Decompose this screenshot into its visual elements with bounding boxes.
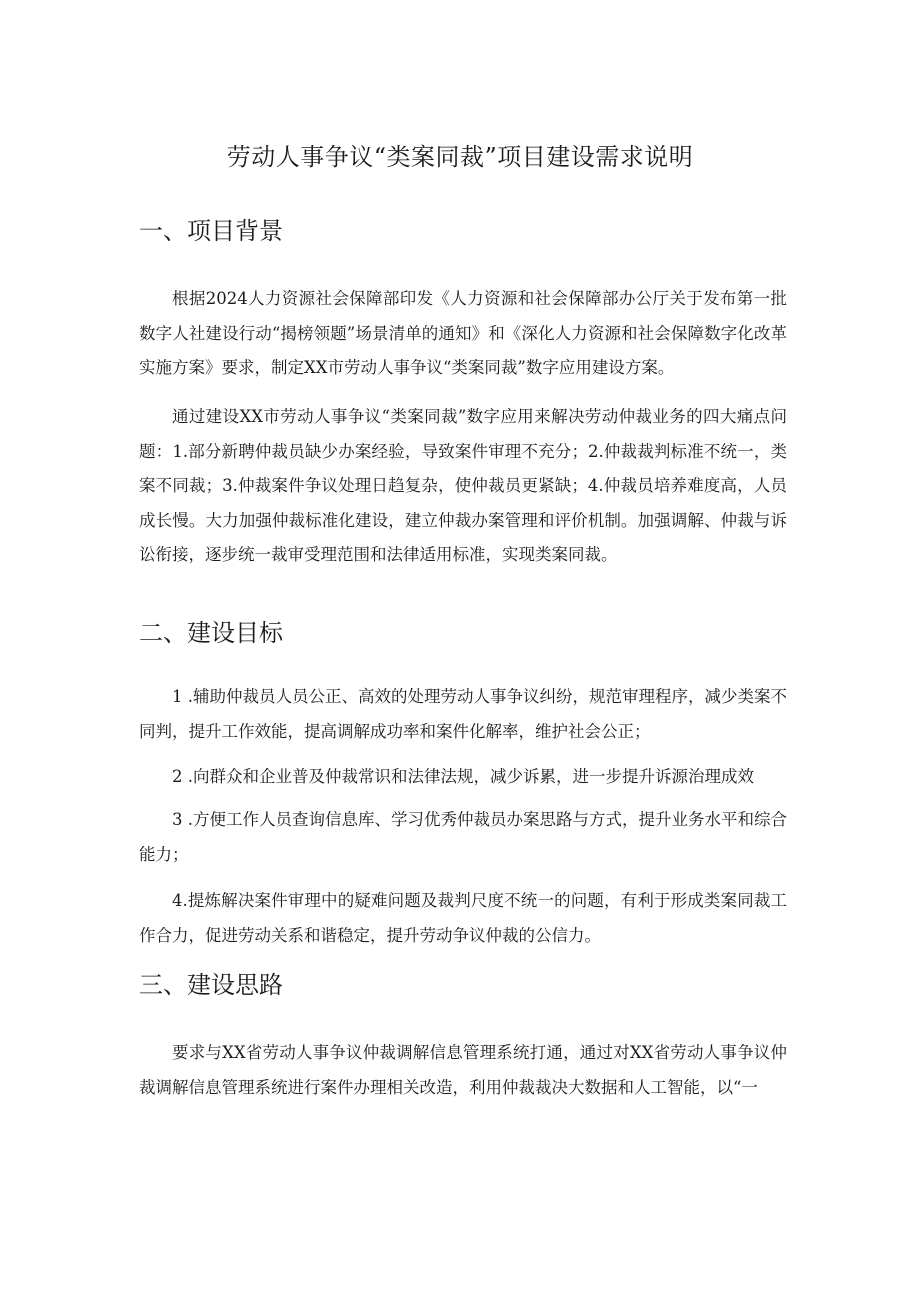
paragraph-background-1: 根据2024人力资源社会保障部印发《人力资源和社会保障部办公厅关于发布第一批数字人社建设行动“揭榜领题”场景清单的通知》和《深化人力资源和社会保障数字化改革实施方案》要求，制定XX市劳动人事争议“类案同裁”数字应用建设方案。 [139,289,787,377]
section-heading-goals: 二、建设目标 [139,619,283,647]
paragraph-goal-1: 1 .辅助仲裁员人员公正、高效的处理劳动人事争议纠纷，规范审理程序，减少类案不同判，提升工作效能，提高调解成功率和案件化解率，维护社会公正； [139,687,787,741]
paragraph-background-2: 通过建设XX市劳动人事争议“类案同裁”数字应用来解决劳动仲裁业务的四大痛点问题：1.部分新聘仲裁员缺少办案经验，导致案件审理不充分；2.仲裁裁判标准不统一，类案不同裁；3.仲裁案件争议处理日趋复杂，使仲裁员更紧缺；4.仲裁员培养难度高，人员成长慢。大力加强仲裁标准化建设，建立仲裁办案管理和评价机制。加强调解、仲裁与诉讼衔接，逐步统一裁审受理范围和法律适用标准，实现类案同裁。 [139,407,787,564]
section-heading-approach: 三、建设思路 [139,971,283,999]
section-heading-background: 一、项目背景 [139,217,283,245]
paragraph-approach-1: 要求与XX省劳动人事争议仲裁调解信息管理系统打通，通过对XX省劳动人事争议仲裁调解信息管理系统进行案件办理相关改造，利用仲裁裁决大数据和人工智能，以“一 [139,1043,787,1097]
paragraph-goal-2: 2 .向群众和企业普及仲裁常识和法律法规，减少诉累，进一步提升诉源治理成效 [172,767,754,786]
paragraph-goal-3: 3 .方便工作人员查询信息库、学习优秀仲裁员办案思路与方式，提升业务水平和综合能力； [139,810,787,864]
document-title: 劳动人事争议“类案同裁”项目建设需求说明 [226,143,694,171]
paragraph-goal-4: 4.提炼解决案件审理中的疑难问题及裁判尺度不统一的问题，有利于形成类案同裁工作合力，促进劳动关系和谐稳定，提升劳动争议仲裁的公信力。 [139,891,787,945]
